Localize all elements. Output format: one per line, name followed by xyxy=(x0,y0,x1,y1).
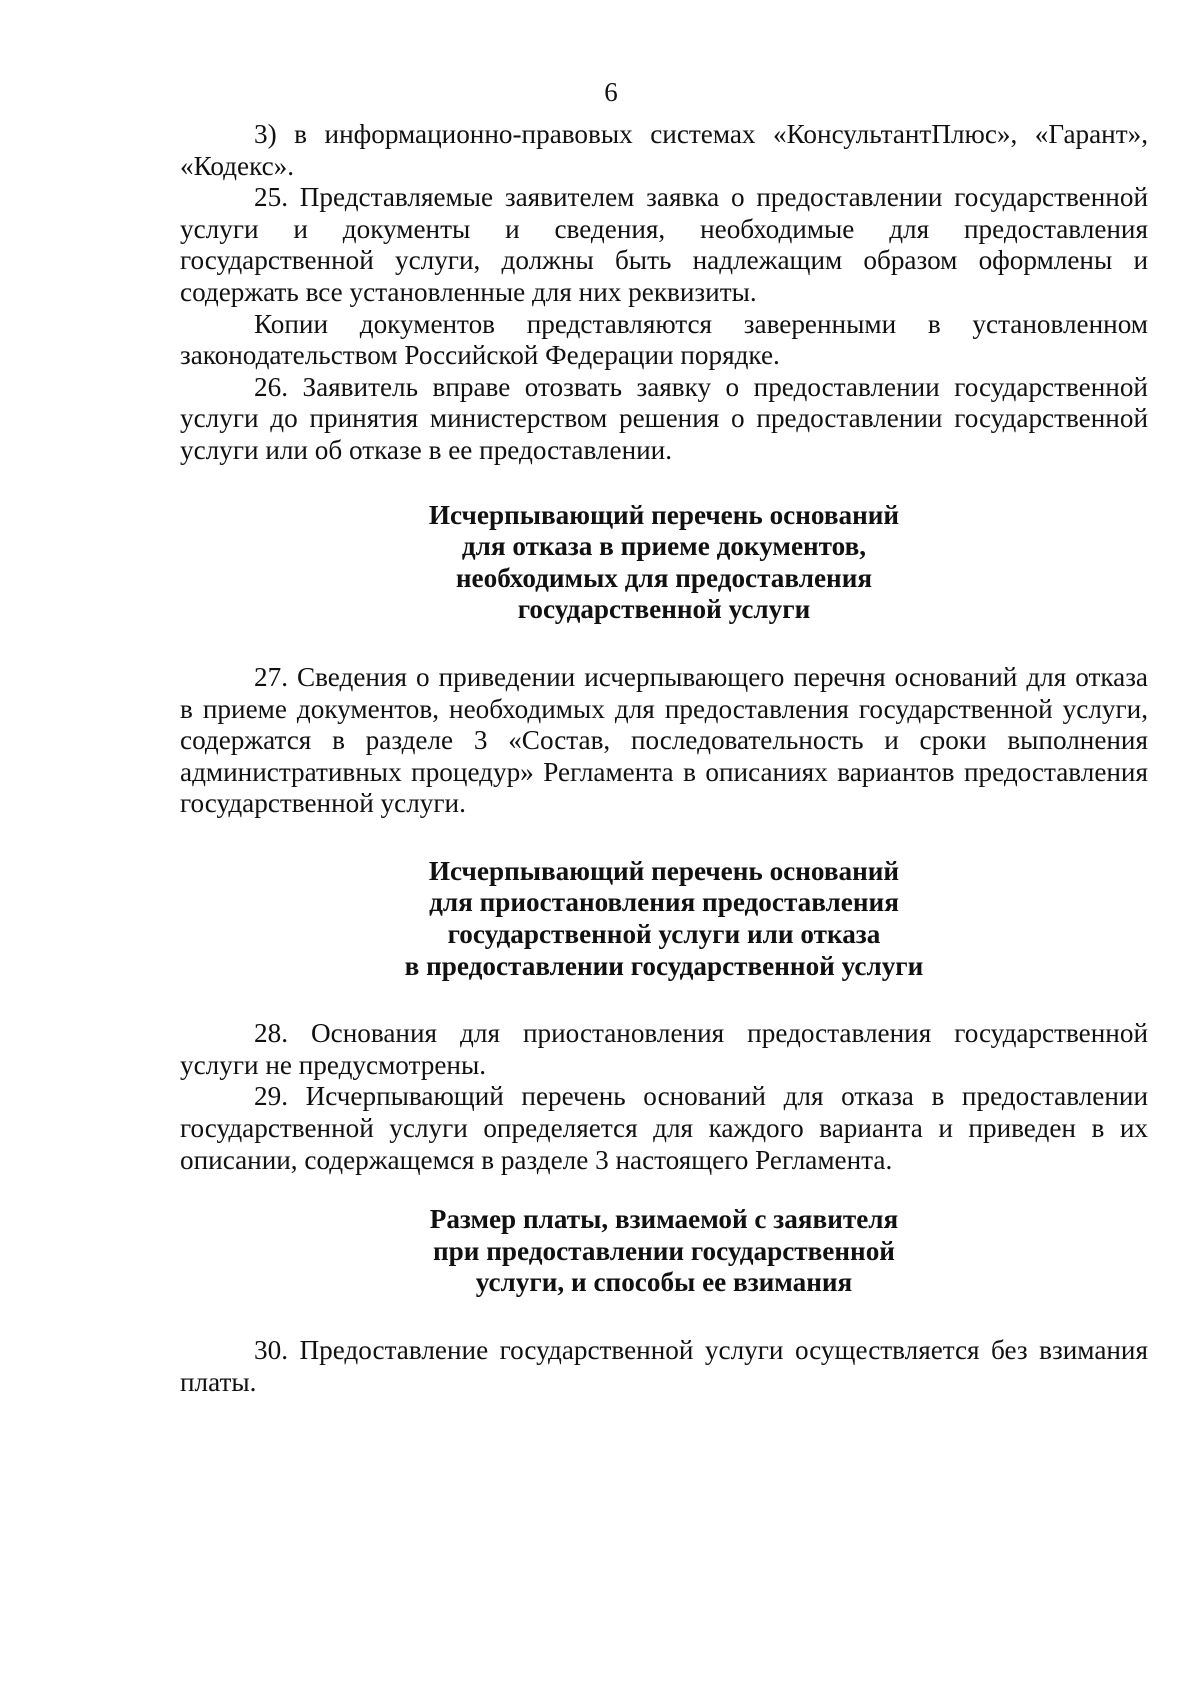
paragraph-copies: Копии документов представляются заверенными в установленном законодательством Российской Федерации порядке. xyxy=(180,308,1148,371)
heading-line: Исчерпывающий перечень оснований xyxy=(428,855,900,886)
heading-line: услуги, и способы ее взимания xyxy=(475,1267,853,1298)
heading-line: для отказа в приеме документов, xyxy=(461,531,867,562)
paragraph-27: 27. Сведения о приведении исчерпывающего перечня оснований для отказа в приеме документов, необходимых для предоставления государственной услуги, содержатся в разделе 3 «Состав, последовательность и сроки выполнения административных процедур» Регламента в описаниях вариантов предоставления государственной услуги. xyxy=(180,661,1148,819)
document-body xyxy=(180,119,1148,1398)
paragraph-28: 28. Основания для приостановления предоставления государственной услуги не предусмотрены. xyxy=(180,1018,1148,1080)
heading-line: необходимых для предоставления xyxy=(455,562,873,593)
paragraph-29: 29. Исчерпывающий перечень оснований для отказа в предоставлении государственной услуги определяется для каждого варианта и приведен в их описании, содержащемся в разделе 3 настоящего Регламента. xyxy=(180,1081,1148,1175)
heading-line: в предоставлении государственной услуги xyxy=(404,950,924,981)
paragraph-26: 26. Заявитель вправе отозвать заявку о предоставлении государственной услуги до принятия министерством решения о предоставлении государственной услуги или об отказе в ее предоставлении. xyxy=(180,371,1148,465)
heading-line: для приостановления предоставления xyxy=(429,887,899,918)
paragraph-3-item: 3) в информационно-правовых системах «КонсультантПлюс», «Гарант», «Кодекс». xyxy=(180,119,1148,181)
heading-line: при предоставлении государственной xyxy=(433,1235,895,1266)
page-number: 6 xyxy=(604,77,618,107)
paragraph-25: 25. Представляемые заявителем заявка о предоставлении государственной услуги и документы и сведения, необходимые для предоставления государственной услуги, должны быть надлежащим образом оформлены и содержать все установленные для них реквизиты. xyxy=(180,182,1148,307)
section-heading-fee xyxy=(180,1204,1148,1299)
heading-line: Исчерпывающий перечень оснований xyxy=(428,499,900,530)
heading-line: Размер платы, взимаемой с заявителя xyxy=(429,1204,899,1235)
heading-line: государственной услуги xyxy=(517,594,811,625)
section-heading-refusal-documents xyxy=(180,500,1148,626)
heading-line: государственной услуги или отказа xyxy=(447,919,881,950)
paragraph-30: 30. Предоставление государственной услуги осуществляется без взимания платы. xyxy=(180,1335,1148,1397)
section-heading-suspension-refusal xyxy=(180,856,1148,982)
